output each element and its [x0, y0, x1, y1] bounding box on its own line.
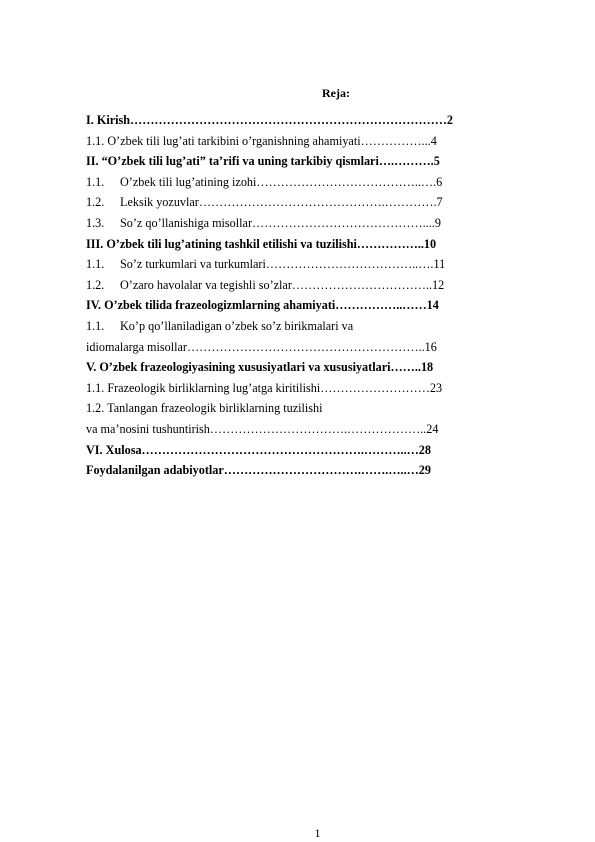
- toc-entry-text: Ko’p qo’llaniladigan o’zbek so’z birikmalari va: [120, 318, 354, 333]
- toc-section-heading: [86, 440, 526, 461]
- toc-entry-number: 1.3.: [86, 215, 105, 230]
- toc-entry-number: 1.1.: [86, 174, 105, 189]
- toc-entry-text: VI. Xulosa……………………………………………….………..…28: [86, 442, 431, 457]
- toc-entry-text: I. Kirish……………………………………………………………………2: [86, 113, 453, 127]
- toc-entry-number: 1.2.: [86, 195, 105, 210]
- toc-entry: [86, 213, 526, 234]
- toc-section-heading: [86, 151, 526, 172]
- toc-entry: [86, 378, 526, 399]
- toc-entry-text: idiomalarga misollar…………………………………………………..16: [86, 339, 437, 354]
- page-number: 1: [314, 826, 321, 840]
- toc-section-heading: [86, 460, 526, 481]
- toc-entry-number: 1.1.: [86, 257, 105, 272]
- toc-entry-text: IV. O’zbek tilida frazeologizmlarning ahamiyati……………..……14: [86, 298, 439, 313]
- toc-entry-number: 1.1.: [86, 318, 105, 333]
- toc-title: Reja:: [322, 86, 350, 100]
- toc-entry: [86, 131, 526, 152]
- toc-entry-text: III. O’zbek tili lug’atining tashkil etilishi va tuzilishi……………..10: [86, 236, 437, 251]
- toc-entry-text: So’z turkumlari va turkumlari………………………………..….11: [120, 257, 446, 272]
- toc-entry: [86, 192, 526, 213]
- toc-entry-text: O’zbek tili lug’atining izohi…………………………………..….6: [120, 174, 443, 189]
- toc-entry: [86, 275, 526, 296]
- toc-entry: [86, 398, 526, 419]
- toc-entry-text: 1.2. Tanlangan frazeologik birliklarning tuzilishi: [86, 401, 323, 416]
- toc-entry: [86, 419, 526, 440]
- toc-entry-text: 1.1. Frazeologik birliklarning lug’atga kiritilishi………………………23: [86, 380, 443, 395]
- toc-entry: [86, 316, 526, 337]
- toc-entry: [86, 172, 526, 193]
- toc-entry-number: 1.2.: [86, 277, 105, 292]
- toc-section-heading: [86, 357, 526, 378]
- toc-entry-text: So’z qo’llanishiga misollar……………………………………....9: [120, 215, 441, 230]
- toc-section-heading: [86, 234, 526, 255]
- toc-entry-text: V. O’zbek frazeologiyasining xususiyatlari va xususiyatlari……..18: [86, 360, 434, 375]
- toc-section-heading: [86, 295, 526, 316]
- toc-entry-text: va ma’nosini tushuntirish…………………………….………………..24: [86, 421, 439, 436]
- toc-entry-text: 1.1. O’zbek tili lug’ati tarkibini o’rganishning ahamiyati……………...4: [86, 133, 437, 148]
- toc-section-heading: [86, 110, 526, 131]
- toc-entry-text: Foydalanilgan adabiyotlar…………………………….…….…..…29: [86, 463, 431, 478]
- toc-entry-text: II. “O’zbek tili lug’ati” ta’rifi va uning tarkibiy qismlari….……….5: [86, 154, 440, 169]
- toc-entry-text: Leksik yozuvlar……………………………………….………….7: [120, 195, 443, 210]
- toc-entry: [86, 254, 526, 275]
- toc-entry-text: O’zaro havolalar va tegishli so’zlar……………………………..12: [120, 277, 445, 292]
- table-of-contents: [86, 110, 526, 481]
- toc-entry: [86, 337, 526, 358]
